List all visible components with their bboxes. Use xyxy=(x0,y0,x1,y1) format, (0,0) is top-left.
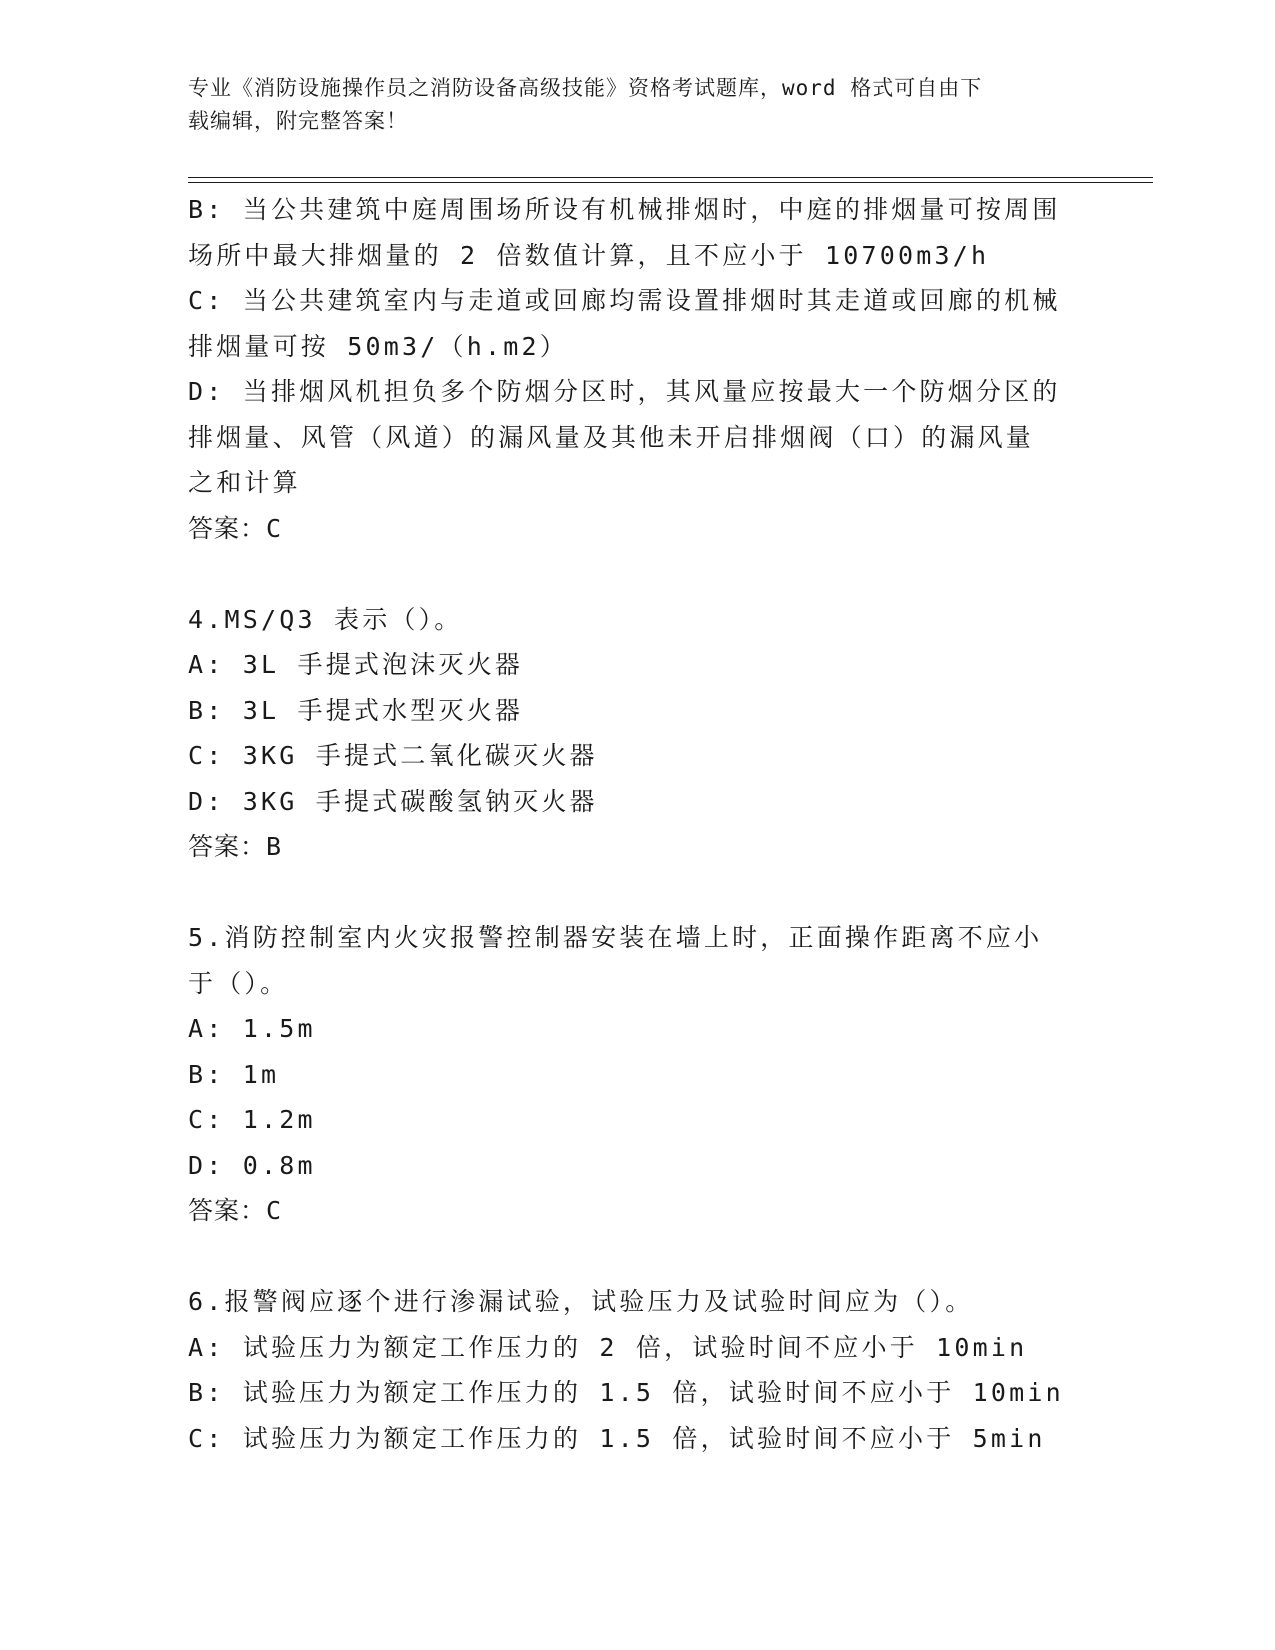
option-b: B: 试验压力为额定工作压力的 1.5 倍，试验时间不应小于 10min xyxy=(188,1378,1064,1407)
question-5-block xyxy=(188,915,1088,1234)
answer-line: 答案：B xyxy=(188,832,283,861)
header-rule-top xyxy=(188,177,1153,178)
option-c: C: 试验压力为额定工作压力的 1.5 倍，试验时间不应小于 5min xyxy=(188,1423,1046,1453)
option-d-line-2: 排烟量、风管（风道）的漏风量及其他未开启排烟阀（口）的漏风量 xyxy=(188,422,1035,452)
spacer xyxy=(188,870,1088,916)
option-b-line-1: B: 当公共建筑中庭周围场所设有机械排烟时，中庭的排烟量可按周围 xyxy=(188,195,1061,224)
header-line-2: 载编辑，附完整答案！ xyxy=(188,109,408,133)
document-body xyxy=(188,187,1088,1461)
option-b-line-2: 场所中最大排烟量的 2 倍数值计算，且不应小于 10700m3/h xyxy=(188,240,990,270)
question-4-block xyxy=(188,597,1088,870)
option-d: D: 0.8m xyxy=(188,1150,316,1180)
option-d: D: 3KG 手提式碳酸氢钠灭火器 xyxy=(188,786,598,816)
question-3-block xyxy=(188,187,1088,551)
option-b: B: 3L 手提式水型灭火器 xyxy=(188,695,524,725)
option-c-line-1: C: 当公共建筑室内与走道或回廊均需设置排烟时其走道或回廊的机械 xyxy=(188,286,1061,315)
option-c: C: 3KG 手提式二氧化碳灭火器 xyxy=(188,741,598,770)
question-5-text-line-1: 5.消防控制室内火灾报警控制器安装在墙上时，正面操作距离不应小 xyxy=(188,923,1043,952)
header-rule-bottom xyxy=(188,182,1153,183)
option-d-line-1: D: 当排烟风机担负多个防烟分区时，其风量应按最大一个防烟分区的 xyxy=(188,377,1061,406)
answer-line: 答案：C xyxy=(188,1196,283,1225)
question-4-text: 4.MS/Q3 表示（）。 xyxy=(188,604,463,634)
option-c-line-2: 排烟量可按 50m3/（h.m2） xyxy=(188,331,568,361)
option-d-line-3: 之和计算 xyxy=(188,468,301,497)
spacer xyxy=(188,1234,1088,1280)
answer-line: 答案：C xyxy=(188,513,283,543)
question-6-block xyxy=(188,1279,1088,1461)
option-a: A: 试验压力为额定工作压力的 2 倍，试验时间不应小于 10min xyxy=(188,1332,1028,1362)
option-b: B: 1m xyxy=(188,1059,280,1089)
option-a: A: 3L 手提式泡沫灭火器 xyxy=(188,650,524,679)
question-6-text: 6.报警阀应逐个进行渗漏试验，试验压力及试验时间应为（）。 xyxy=(188,1287,974,1316)
option-a: A: 1.5m xyxy=(188,1014,316,1043)
question-5-text-line-2: 于（）。 xyxy=(188,968,289,998)
spacer xyxy=(188,551,1088,597)
option-c: C: 1.2m xyxy=(188,1105,316,1134)
header-line-1: 专业《消防设施操作员之消防设备高级技能》资格考试题库，word 格式可自由下 xyxy=(188,76,983,100)
document-header xyxy=(188,72,1088,138)
